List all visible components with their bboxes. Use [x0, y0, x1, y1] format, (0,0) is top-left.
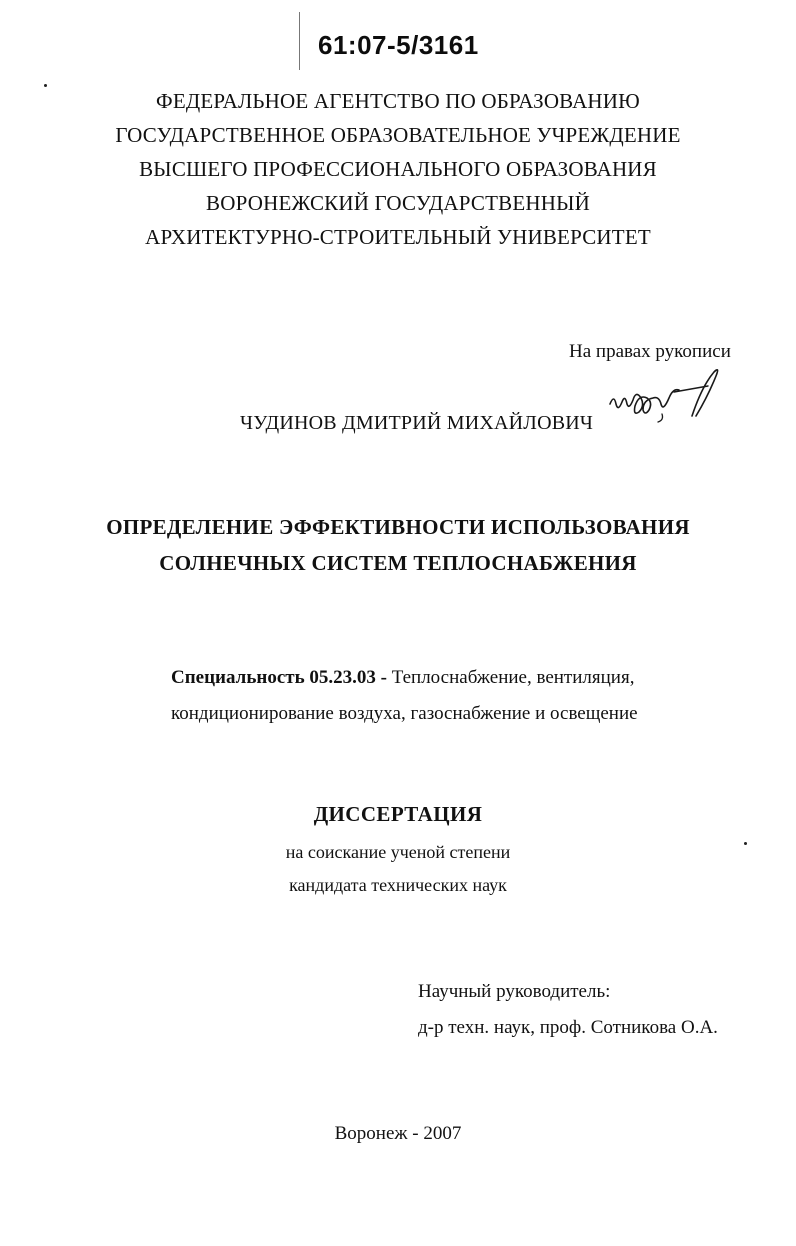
specialty-separator: -: [375, 667, 392, 688]
specialty-row: [171, 660, 638, 696]
place-year: Воронеж - 2007: [334, 1123, 462, 1144]
title-line: СОЛНЕЧНЫХ СИСТЕМ ТЕПЛОСНАБЖЕНИЯ: [159, 551, 637, 575]
signature-icon: [604, 364, 734, 434]
specialty-block: [171, 660, 638, 732]
title-line: ОПРЕДЕЛЕНИЕ ЭФФЕКТИВНОСТИ ИСПОЛЬЗОВАНИЯ: [106, 515, 690, 539]
dissertation-heading: ДИССЕРТАЦИЯ: [313, 802, 483, 826]
catalog-number: 61:07-5/3161: [318, 30, 479, 60]
degree-line: кандидата технических наук: [289, 875, 507, 895]
specialty-description: Теплоснабжение, вентиляция,: [391, 667, 635, 688]
specialty-label: Специальность 05.23.03: [171, 667, 376, 688]
advisor-block: [418, 974, 718, 1046]
institution-line: ГОСУДАРСТВЕННОЕ ОБРАЗОВАТЕЛЬНОЕ УЧРЕЖДЕНИЕ: [115, 123, 681, 147]
degree-line: на соискание ученой степени: [285, 842, 511, 862]
advisor-label: Научный руководитель:: [418, 981, 611, 1002]
institution-line: АРХИТЕКТУРНО-СТРОИТЕЛЬНЫЙ УНИВЕРСИТЕТ: [145, 225, 651, 249]
author-name: ЧУДИНОВ ДМИТРИЙ МИХАЙЛОВИЧ: [240, 412, 594, 434]
specialty-description-cont: кондиционирование воздуха, газоснабжение и освещение: [171, 703, 638, 724]
degree-block: [0, 836, 796, 902]
institution-line: ВОРОНЕЖСКИЙ ГОСУДАРСТВЕННЫЙ: [206, 191, 590, 215]
institution-line: ВЫСШЕГО ПРОФЕССИОНАЛЬНОГО ОБРАЗОВАНИЯ: [139, 157, 657, 181]
advisor-name: д-р техн. наук, проф. Сотникова О.А.: [418, 1017, 718, 1038]
institution-block: [0, 84, 796, 254]
dissertation-title: [0, 509, 796, 581]
institution-line: ФЕДЕРАЛЬНОЕ АГЕНТСТВО ПО ОБРАЗОВАНИЮ: [156, 89, 640, 113]
margin-mark: [299, 12, 300, 70]
manuscript-rights: На правах рукописи: [569, 341, 731, 362]
